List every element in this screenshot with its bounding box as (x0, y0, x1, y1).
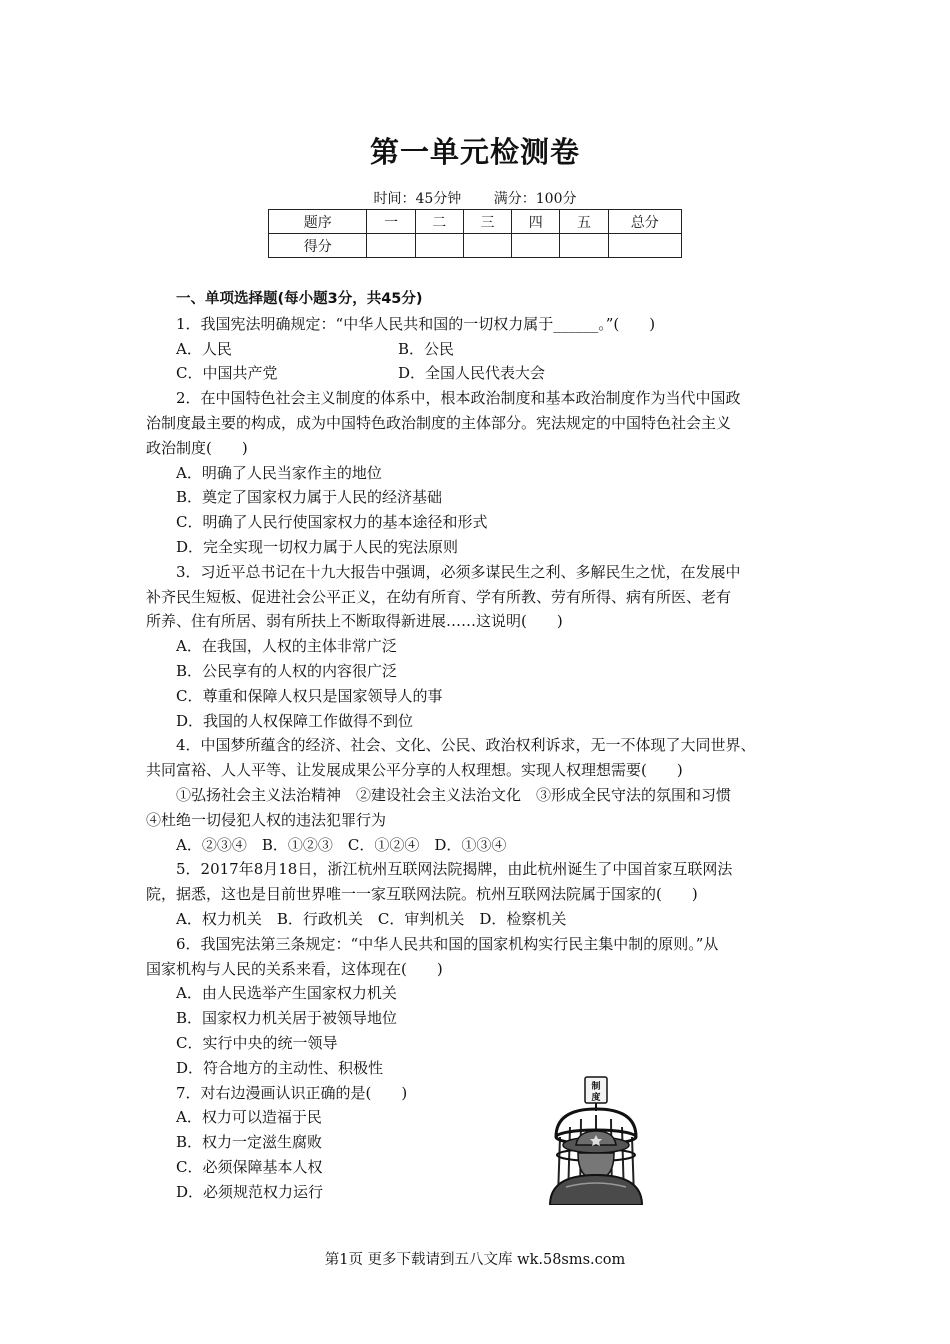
option-b: B．公民享有的人权的内容很广泛 (176, 661, 398, 680)
option-c: C．必须保障基本人权 (176, 1157, 323, 1176)
time-limit: 时间：45分钟 (373, 191, 462, 207)
option-d: D．必须规范权力运行 (176, 1182, 324, 1201)
option-b: B．国家权力机关居于被领导地位 (176, 1009, 398, 1028)
score-table-header: 五 (560, 210, 608, 234)
score-table-score-row (269, 234, 682, 258)
question-5-stem-line: 5．2017年8月18日，浙江杭州互联网法院揭牌，由此杭州诞生了中国首家互联网法 (176, 860, 733, 879)
option-a: A．权力可以造福于民 (176, 1108, 322, 1127)
score-table-header: 总分 (608, 210, 681, 234)
question-4-items: ①弘扬社会主义法治精神 ②建设社会主义法治文化 ③形成全民守法的氛围和习惯 (176, 785, 732, 804)
score-cell (463, 234, 511, 258)
cage-tag-label-1: 制 (591, 1082, 601, 1092)
option-d: D．我国的人权保障工作做得不到位 (176, 711, 414, 730)
question-7-stem: 7．对右边漫画认识正确的是( ) (176, 1083, 408, 1102)
question-content (146, 287, 814, 1204)
question-4-stem-line: 4．中国梦所蕴含的经济、社会、文化、公民、政治权利诉求，无一不体现了大同世界、 (176, 736, 756, 755)
question-3-stem-line: 补齐民生短板、促进社会公平正义，在幼有所育、学有所教、劳有所得、病有所医、老有 (146, 587, 732, 606)
question-3-stem-line: 3．习近平总书记在十九大报告中强调，必须多谋民生之利、多解民生之忧，在发展中 (176, 562, 741, 581)
cage-tag-label-2: 度 (591, 1093, 601, 1103)
question-6-stem-line: 6．我国宪法第三条规定：“中华人民共和国的国家机构实行民主集中制的原则。”从 (176, 934, 719, 953)
option-b: B．奠定了国家权力属于人民的经济基础 (176, 488, 443, 507)
score-cell (512, 234, 560, 258)
score-table-header-row (269, 210, 682, 234)
option-a: A．明确了人民当家作主的地位 (176, 463, 382, 482)
question-4-options: A．②③④ B．①②③ C．①②④ D．①③④ (176, 835, 507, 854)
option-d: D．全国人民代表大会 (398, 364, 546, 383)
full-score: 满分：100分 (493, 191, 577, 207)
score-table-header: 一 (367, 210, 415, 234)
score-table (268, 209, 682, 258)
option-c: C．明确了人民行使国家权力的基本途径和形式 (176, 513, 488, 532)
question-5-stem-line: 院，据悉，这也是目前世界唯一一家互联网法院。杭州互联网法院属于国家的( ) (146, 885, 698, 904)
question-5-options: A．权力机关 B．行政机关 C．审判机关 D．检察机关 (176, 909, 567, 928)
score-table-header: 二 (415, 210, 463, 234)
question-1-options-cd (146, 361, 814, 386)
score-table-header: 三 (463, 210, 511, 234)
score-cell (415, 234, 463, 258)
option-c: C．实行中央的统一领导 (176, 1033, 338, 1052)
question-6-stem-line: 国家机构与人民的关系来看，这体现在( ) (146, 959, 443, 978)
option-c: C．尊重和保障人权只是国家领导人的事 (176, 686, 443, 705)
question-2-stem-line: 政治制度( ) (146, 438, 248, 457)
option-a: A．人民 (176, 339, 232, 358)
question-2-stem-line: 治制度最主要的构成，成为中国特色政治制度的主体部分。宪法规定的中国特色社会主义 (146, 413, 732, 432)
option-a: A．由人民选举产生国家权力机关 (176, 984, 397, 1003)
section-heading: 一、单项选择题(每小题3分，共45分) (176, 291, 423, 307)
score-cell (560, 234, 608, 258)
birdcage-cartoon-image (546, 1075, 646, 1205)
option-a: A．在我国，人权的主体非常广泛 (176, 637, 397, 656)
option-b: B．公民 (398, 339, 455, 358)
question-1-stem: 1．我国宪法明确规定：“中华人民共和国的一切权力属于______。”( ) (176, 314, 656, 333)
option-d: D．完全实现一切权力属于人民的宪法原则 (176, 537, 459, 556)
score-table-header: 四 (512, 210, 560, 234)
exam-info (0, 188, 950, 208)
question-3-stem-line: 所养、住有所居、弱有所扶上不断取得新进展……这说明( ) (146, 612, 563, 631)
question-4-stem-line: 共同富裕、人人平等、让发展成果公平分享的人权理想。实现人权理想需要( ) (146, 761, 683, 780)
question-4-items: ④杜绝一切侵犯人权的违法犯罪行为 (146, 810, 387, 829)
page-footer: 第1页 更多下载请到五八文库 wk.58sms.com (324, 1252, 626, 1268)
option-b: B．权力一定滋生腐败 (176, 1133, 323, 1152)
score-cell (367, 234, 415, 258)
question-1-options-ab (146, 337, 814, 362)
option-c: C．中国共产党 (176, 364, 278, 383)
page-title: 第一单元检测卷 (369, 135, 580, 169)
score-cell (608, 234, 681, 258)
option-d: D．符合地方的主动性、积极性 (176, 1058, 384, 1077)
question-2-stem-line: 2．在中国特色社会主义制度的体系中，根本政治制度和基本政治制度作为当代中国政 (176, 389, 741, 408)
score-table-header: 题序 (269, 210, 367, 234)
score-table-row-label: 得分 (269, 234, 367, 258)
